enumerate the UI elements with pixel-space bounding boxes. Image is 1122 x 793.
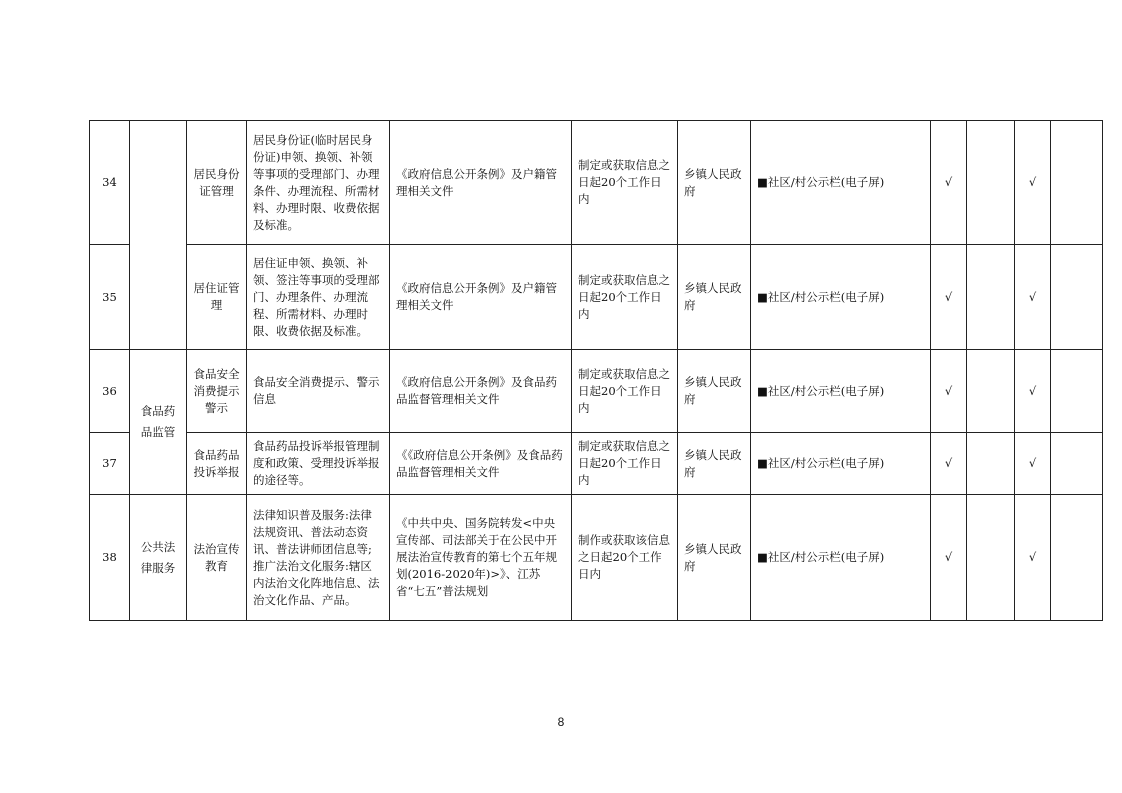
disclosure-channel: ■社区/村公示栏(电子屏) [751,245,931,350]
empty-cell [967,495,1015,621]
check-mark: √ [931,245,967,350]
check-mark: √ [931,121,967,245]
empty-cell [967,350,1015,433]
disclosure-basis: 《政府信息公开条例》及户籍管理相关文件 [390,245,572,350]
disclosure-body: 乡镇人民政府 [678,245,751,350]
disclosure-time-limit: 制定或获取信息之日起20个工作日内 [572,433,678,495]
table-row [90,245,1103,350]
category-cell [130,495,187,621]
disclosure-channel: ■社区/村公示栏(电子屏) [751,433,931,495]
empty-cell [967,245,1015,350]
disclosure-time-limit: 制定或获取信息之日起20个工作日内 [572,121,678,245]
check-mark: √ [1015,121,1051,245]
disclosure-channel: ■社区/村公示栏(电子屏) [751,121,931,245]
row-number: 36 [90,350,130,433]
disclosure-body: 乡镇人民政府 [678,121,751,245]
page-number: 8 [557,715,565,729]
disclosure-body: 乡镇人民政府 [678,350,751,433]
category-label: 食品药品监管 [140,404,176,439]
disclosure-channel: ■社区/村公示栏(电子屏) [751,495,931,621]
disclosure-channel: ■社区/村公示栏(电子屏) [751,350,931,433]
row-number: 35 [90,245,130,350]
disclosure-time-limit: 制作或获取该信息之日起20个工作日内 [572,495,678,621]
empty-cell [1051,433,1103,495]
category-label: 公共法律服务 [140,539,176,575]
disclosure-basis: 《政府信息公开条例》及食品药品监督管理相关文件 [390,350,572,433]
item-name: 居住证管理 [187,245,247,350]
check-mark: √ [1015,350,1051,433]
empty-cell [967,121,1015,245]
disclosure-content: 法律知识普及服务:法律法规资讯、普法动态资讯、普法讲师团信息等;推广法治文化服务:辖区内法治文化阵地信息、法治文化作品、产品。 [247,495,390,621]
item-name: 法治宣传教育 [187,495,247,621]
empty-cell [1051,245,1103,350]
disclosure-time-limit: 制定或获取信息之日起20个工作日内 [572,350,678,433]
check-mark: √ [931,433,967,495]
disclosure-basis: 《中共中央、国务院转发<中央宣传部、司法部关于在公民中开展法治宣传教育的第七个五年规划(2016-2020年)>》、江苏省“七五”普法规划 [390,495,572,621]
row-number: 37 [90,433,130,495]
table-row [90,350,1103,433]
check-mark: √ [931,350,967,433]
check-mark: √ [1015,495,1051,621]
empty-cell [1051,121,1103,245]
row-number: 34 [90,121,130,245]
empty-cell [1051,350,1103,433]
category-cell [130,350,187,495]
empty-cell [967,433,1015,495]
disclosure-time-limit: 制定或获取信息之日起20个工作日内 [572,245,678,350]
table-row [90,121,1103,245]
item-name: 居民身份证管理 [187,121,247,245]
check-mark: √ [1015,245,1051,350]
empty-cell [1051,495,1103,621]
disclosure-basis: 《《政府信息公开条例》及食品药品监督管理相关文件 [390,433,572,495]
disclosure-content: 居住证申领、换领、补领、签注等事项的受理部门、办理条件、办理流程、所需材料、办理时限、收费依据及标准。 [247,245,390,350]
check-mark: √ [931,495,967,621]
item-name: 食品药品投诉举报 [187,433,247,495]
disclosure-basis: 《政府信息公开条例》及户籍管理相关文件 [390,121,572,245]
table-row [90,433,1103,495]
disclosure-content: 食品安全消费提示、警示信息 [247,350,390,433]
category-cell [130,121,187,350]
row-number: 38 [90,495,130,621]
disclosure-content: 食品药品投诉举报管理制度和政策、受理投诉举报的途径等。 [247,433,390,495]
disclosure-body: 乡镇人民政府 [678,495,751,621]
check-mark: √ [1015,433,1051,495]
disclosure-table [89,120,1103,621]
table-row [90,495,1103,621]
disclosure-content: 居民身份证(临时居民身份证)申领、换领、补领等事项的受理部门、办理条件、办理流程、所需材料、办理时限、收费依据及标准。 [247,121,390,245]
item-name: 食品安全消费提示警示 [187,350,247,433]
disclosure-body: 乡镇人民政府 [678,433,751,495]
